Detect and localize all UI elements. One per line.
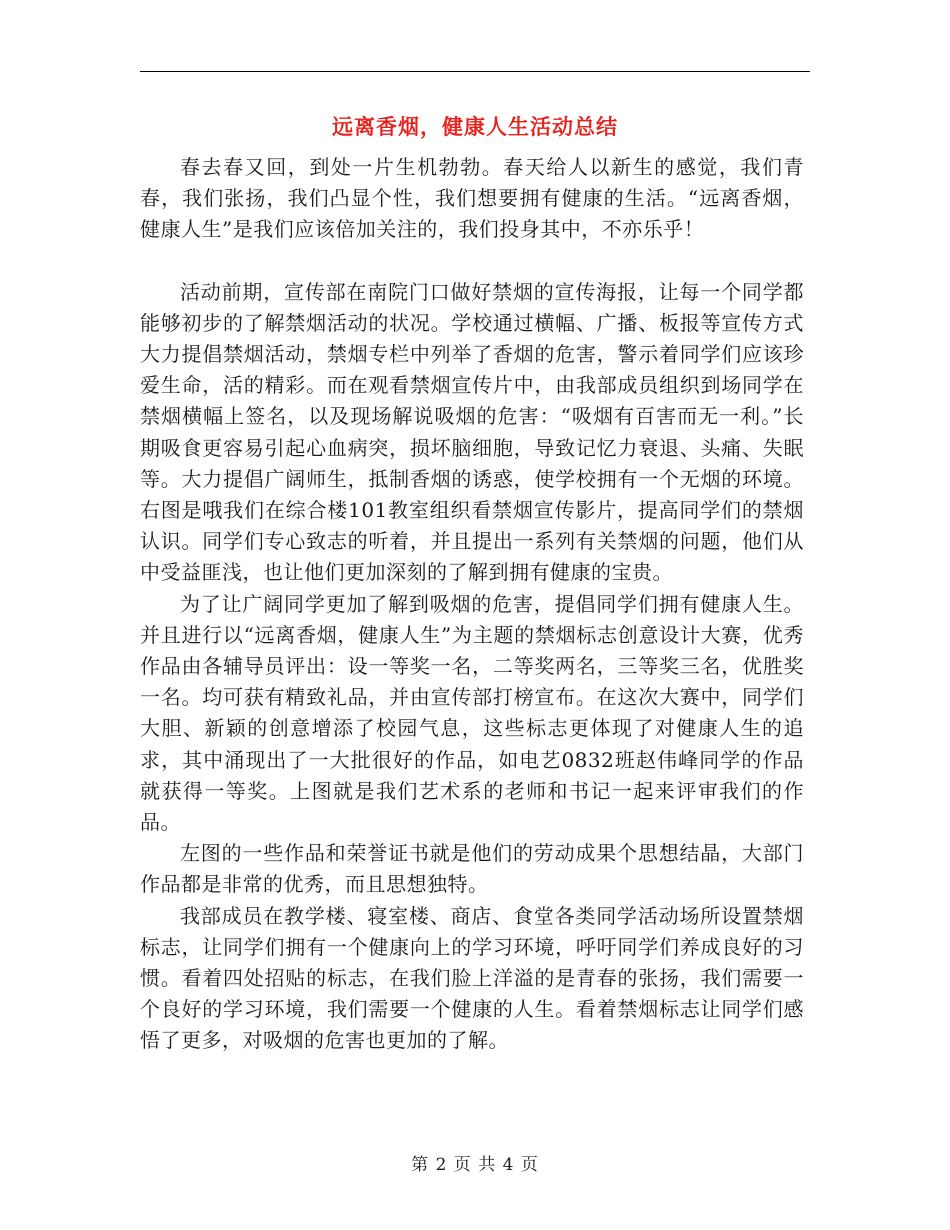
paragraph-works: 左图的一些作品和荣誉证书就是他们的劳动成果个思想结晶，大部门作品都是非常的优秀，而且思想独特。 <box>140 841 804 897</box>
document-title: 远离香烟，健康人生活动总结 <box>332 114 618 139</box>
paragraph-intro: 春去春又回，到处一片生机勃勃。春天给人以新生的感觉，我们青春，我们张扬，我们凸显个性，我们想要拥有健康的生活。“远离香烟，健康人生”是我们应该倍加关注的，我们投身其中，不亦乐乎！ <box>140 155 804 242</box>
paragraph-early-activities: 活动前期，宣传部在南院门口做好禁烟的宣传海报，让每一个同学都能够初步的了解禁烟活动的状况。学校通过横幅、广播、板报等宣传方式大力提倡禁烟活动，禁烟专栏中列举了香烟的危害，警示着同学们应该珍爱生命，活的精彩。而在观看禁烟宣传片中，由我部成员组织到场同学在禁烟横幅上签名，以及现场解说吸烟的危害：“吸烟有百害而无一利。”长期吸食更容易引起心血病突，损坏脑细胞，导致记忆力衰退、头痛、失眠等。大力提倡广阔师生，抵制香烟的诱惑，使学校拥有一个无烟的环境。右图是哦我们在综合楼101教室组织看禁烟宣传影片，提高同学们的禁烟认识。同学们专心致志的听着，并且提出一系列有关禁烟的问题，他们从中受益匪浅，也让他们更加深刻的了解到拥有健康的宝贵。 <box>140 279 804 585</box>
page-number-footer: 第 2 页 共 4 页 <box>411 1155 539 1175</box>
document-body <box>140 152 804 1057</box>
header-rule <box>140 71 810 72</box>
paragraph-signs: 我部成员在教学楼、寝室楼、商店、食堂各类同学活动场所设置禁烟标志，让同学们拥有一个健康向上的学习环境，呼吁同学们养成良好的习惯。看着四处招贴的标志，在我们脸上洋溢的是青春的张扬，我们需要一个良好的学习环境，我们需要一个健康的人生。看着禁烟标志让同学们感悟了更多，对吸烟的危害也更加的了解。 <box>140 903 804 1053</box>
paragraph-design-contest: 为了让广阔同学更加了解到吸烟的危害，提倡同学们拥有健康人生。并且进行以“远离香烟，健康人生”为主题的禁烟标志创意设计大赛，优秀作品由各辅导员评出：设一等奖一名，二等奖两名，三等奖三名，优胜奖一名。均可获有精致礼品，并由宣传部打榜宣布。在这次大赛中，同学们大胆、新颖的创意增添了校园气息，这些标志更体现了对健康人生的追求，其中涌现出了一大批很好的作品，如电艺0832班赵伟峰同学的作品就获得一等奖。上图就是我们艺术系的老师和书记一起来评审我们的作品。 <box>140 591 804 835</box>
